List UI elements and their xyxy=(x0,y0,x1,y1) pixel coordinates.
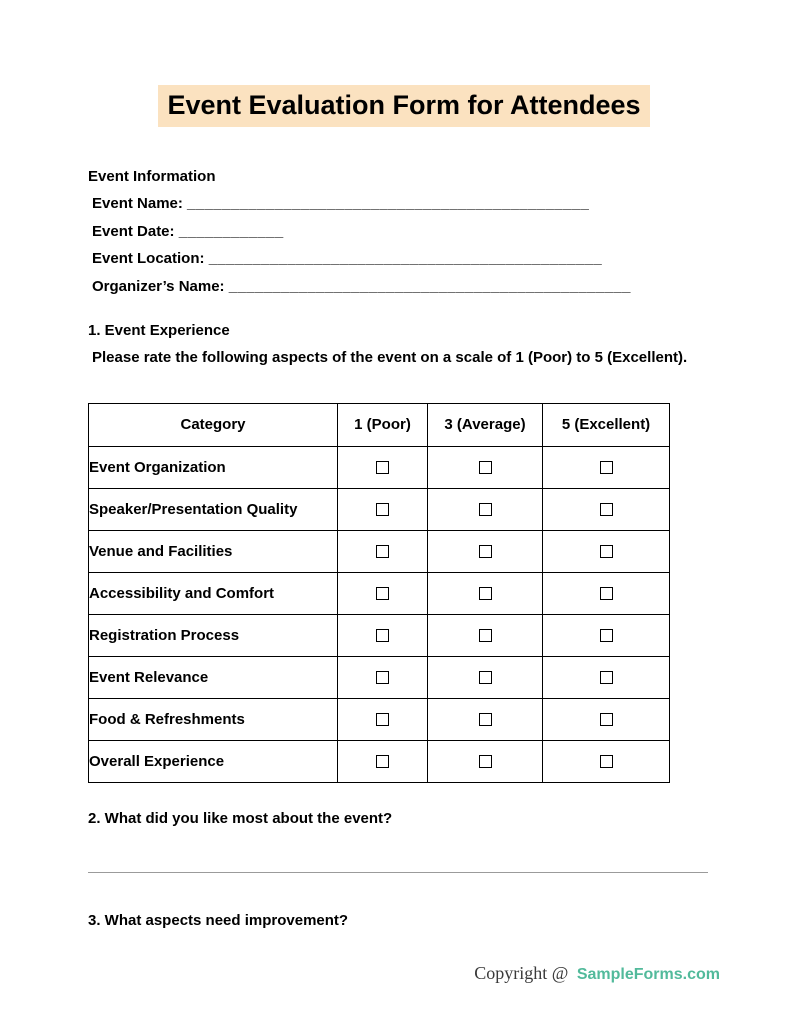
rating-checkbox[interactable] xyxy=(479,629,492,642)
table-row xyxy=(89,698,670,740)
page-title xyxy=(88,85,720,127)
event-date-label: Event Date: xyxy=(92,222,175,240)
ratings-table xyxy=(88,403,670,783)
sampleforms-link[interactable]: SampleForms.com xyxy=(576,966,720,983)
rating-checkbox[interactable] xyxy=(376,629,389,642)
rating-checkbox[interactable] xyxy=(479,713,492,726)
rating-checkbox[interactable] xyxy=(376,545,389,558)
rating-cell-excellent xyxy=(543,698,670,740)
rating-checkbox[interactable] xyxy=(479,671,492,684)
header-category: Category xyxy=(89,403,338,446)
rating-cell-excellent xyxy=(543,656,670,698)
rating-checkbox[interactable] xyxy=(600,713,613,726)
rating-checkbox[interactable] xyxy=(479,755,492,768)
rating-checkbox[interactable] xyxy=(479,503,492,516)
table-row xyxy=(89,656,670,698)
rating-checkbox[interactable] xyxy=(600,545,613,558)
table-header-row xyxy=(89,403,670,446)
rating-checkbox[interactable] xyxy=(376,503,389,516)
table-row xyxy=(89,740,670,782)
rating-checkbox[interactable] xyxy=(479,461,492,474)
table-row xyxy=(89,488,670,530)
rating-checkbox[interactable] xyxy=(600,755,613,768)
rating-cell-excellent xyxy=(543,572,670,614)
rating-cell-poor xyxy=(338,530,428,572)
rating-checkbox[interactable] xyxy=(376,461,389,474)
table-row xyxy=(89,572,670,614)
rating-cell-average xyxy=(428,740,543,782)
organizer-name-input-line[interactable]: ______________________________________________ xyxy=(228,277,631,295)
header-poor: 1 (Poor) xyxy=(338,403,428,446)
rating-checkbox[interactable] xyxy=(376,671,389,684)
rating-checkbox[interactable] xyxy=(479,545,492,558)
rating-checkbox[interactable] xyxy=(600,587,613,600)
category-cell: Accessibility and Comfort xyxy=(89,572,338,614)
event-location-field xyxy=(88,245,720,273)
category-cell: Event Organization xyxy=(89,446,338,488)
rating-checkbox[interactable] xyxy=(376,713,389,726)
event-experience-heading: 1. Event Experience xyxy=(88,322,230,339)
rating-checkbox[interactable] xyxy=(600,629,613,642)
header-excellent: 5 (Excellent) xyxy=(543,403,670,446)
event-name-label: Event Name: xyxy=(92,195,183,212)
rating-cell-excellent xyxy=(543,446,670,488)
rating-instructions: Please rate the following aspects of the event on a scale of 1 (Poor) to 5 (Excellent). xyxy=(92,349,688,366)
table-row xyxy=(89,530,670,572)
rating-cell-poor xyxy=(338,446,428,488)
page-title-highlight: Event Evaluation Form for Attendees xyxy=(158,85,649,127)
category-cell: Food & Refreshments xyxy=(89,698,338,740)
category-cell: Venue and Facilities xyxy=(89,530,338,572)
rating-cell-average xyxy=(428,698,543,740)
rating-cell-average xyxy=(428,614,543,656)
rating-cell-average xyxy=(428,488,543,530)
event-information-section xyxy=(88,163,720,300)
table-row xyxy=(89,446,670,488)
rating-checkbox[interactable] xyxy=(600,671,613,684)
event-information-heading: Event Information xyxy=(88,168,216,185)
footer xyxy=(474,963,720,984)
category-cell: Speaker/Presentation Quality xyxy=(89,488,338,530)
copyright-text: Copyright @ xyxy=(474,963,569,983)
event-location-label: Event Location: xyxy=(92,250,205,267)
category-cell: Registration Process xyxy=(89,614,338,656)
rating-checkbox[interactable] xyxy=(600,503,613,516)
rating-cell-average xyxy=(428,530,543,572)
rating-cell-excellent xyxy=(543,614,670,656)
rating-cell-poor xyxy=(338,740,428,782)
rating-checkbox[interactable] xyxy=(376,587,389,600)
table-row xyxy=(89,614,670,656)
rating-cell-poor xyxy=(338,614,428,656)
rating-checkbox[interactable] xyxy=(479,587,492,600)
event-experience-section xyxy=(88,317,720,372)
rating-cell-excellent xyxy=(543,488,670,530)
category-cell: Overall Experience xyxy=(89,740,338,782)
rating-cell-average xyxy=(428,656,543,698)
organizer-name-label: Organizer’s Name: xyxy=(92,277,225,295)
question-3-label: 3. What aspects need improvement? xyxy=(88,911,349,929)
organizer-name-field xyxy=(88,273,720,301)
rating-cell-poor xyxy=(338,488,428,530)
rating-cell-poor xyxy=(338,572,428,614)
rating-cell-excellent xyxy=(543,530,670,572)
rating-checkbox[interactable] xyxy=(376,755,389,768)
event-name-input-line[interactable]: ______________________________________________ xyxy=(187,195,590,212)
question-2-answer-line[interactable] xyxy=(88,872,708,873)
event-date-field xyxy=(88,218,720,246)
question-2-label: 2. What did you like most about the event? xyxy=(88,809,393,827)
event-name-field xyxy=(88,190,720,218)
rating-cell-average xyxy=(428,446,543,488)
event-location-input-line[interactable]: _____________________________________________ xyxy=(208,250,603,267)
rating-cell-excellent xyxy=(543,740,670,782)
category-cell: Event Relevance xyxy=(89,656,338,698)
rating-checkbox[interactable] xyxy=(600,461,613,474)
event-date-input-line[interactable]: ____________ xyxy=(178,222,284,240)
rating-cell-average xyxy=(428,572,543,614)
rating-cell-poor xyxy=(338,698,428,740)
header-average: 3 (Average) xyxy=(428,403,543,446)
rating-cell-poor xyxy=(338,656,428,698)
